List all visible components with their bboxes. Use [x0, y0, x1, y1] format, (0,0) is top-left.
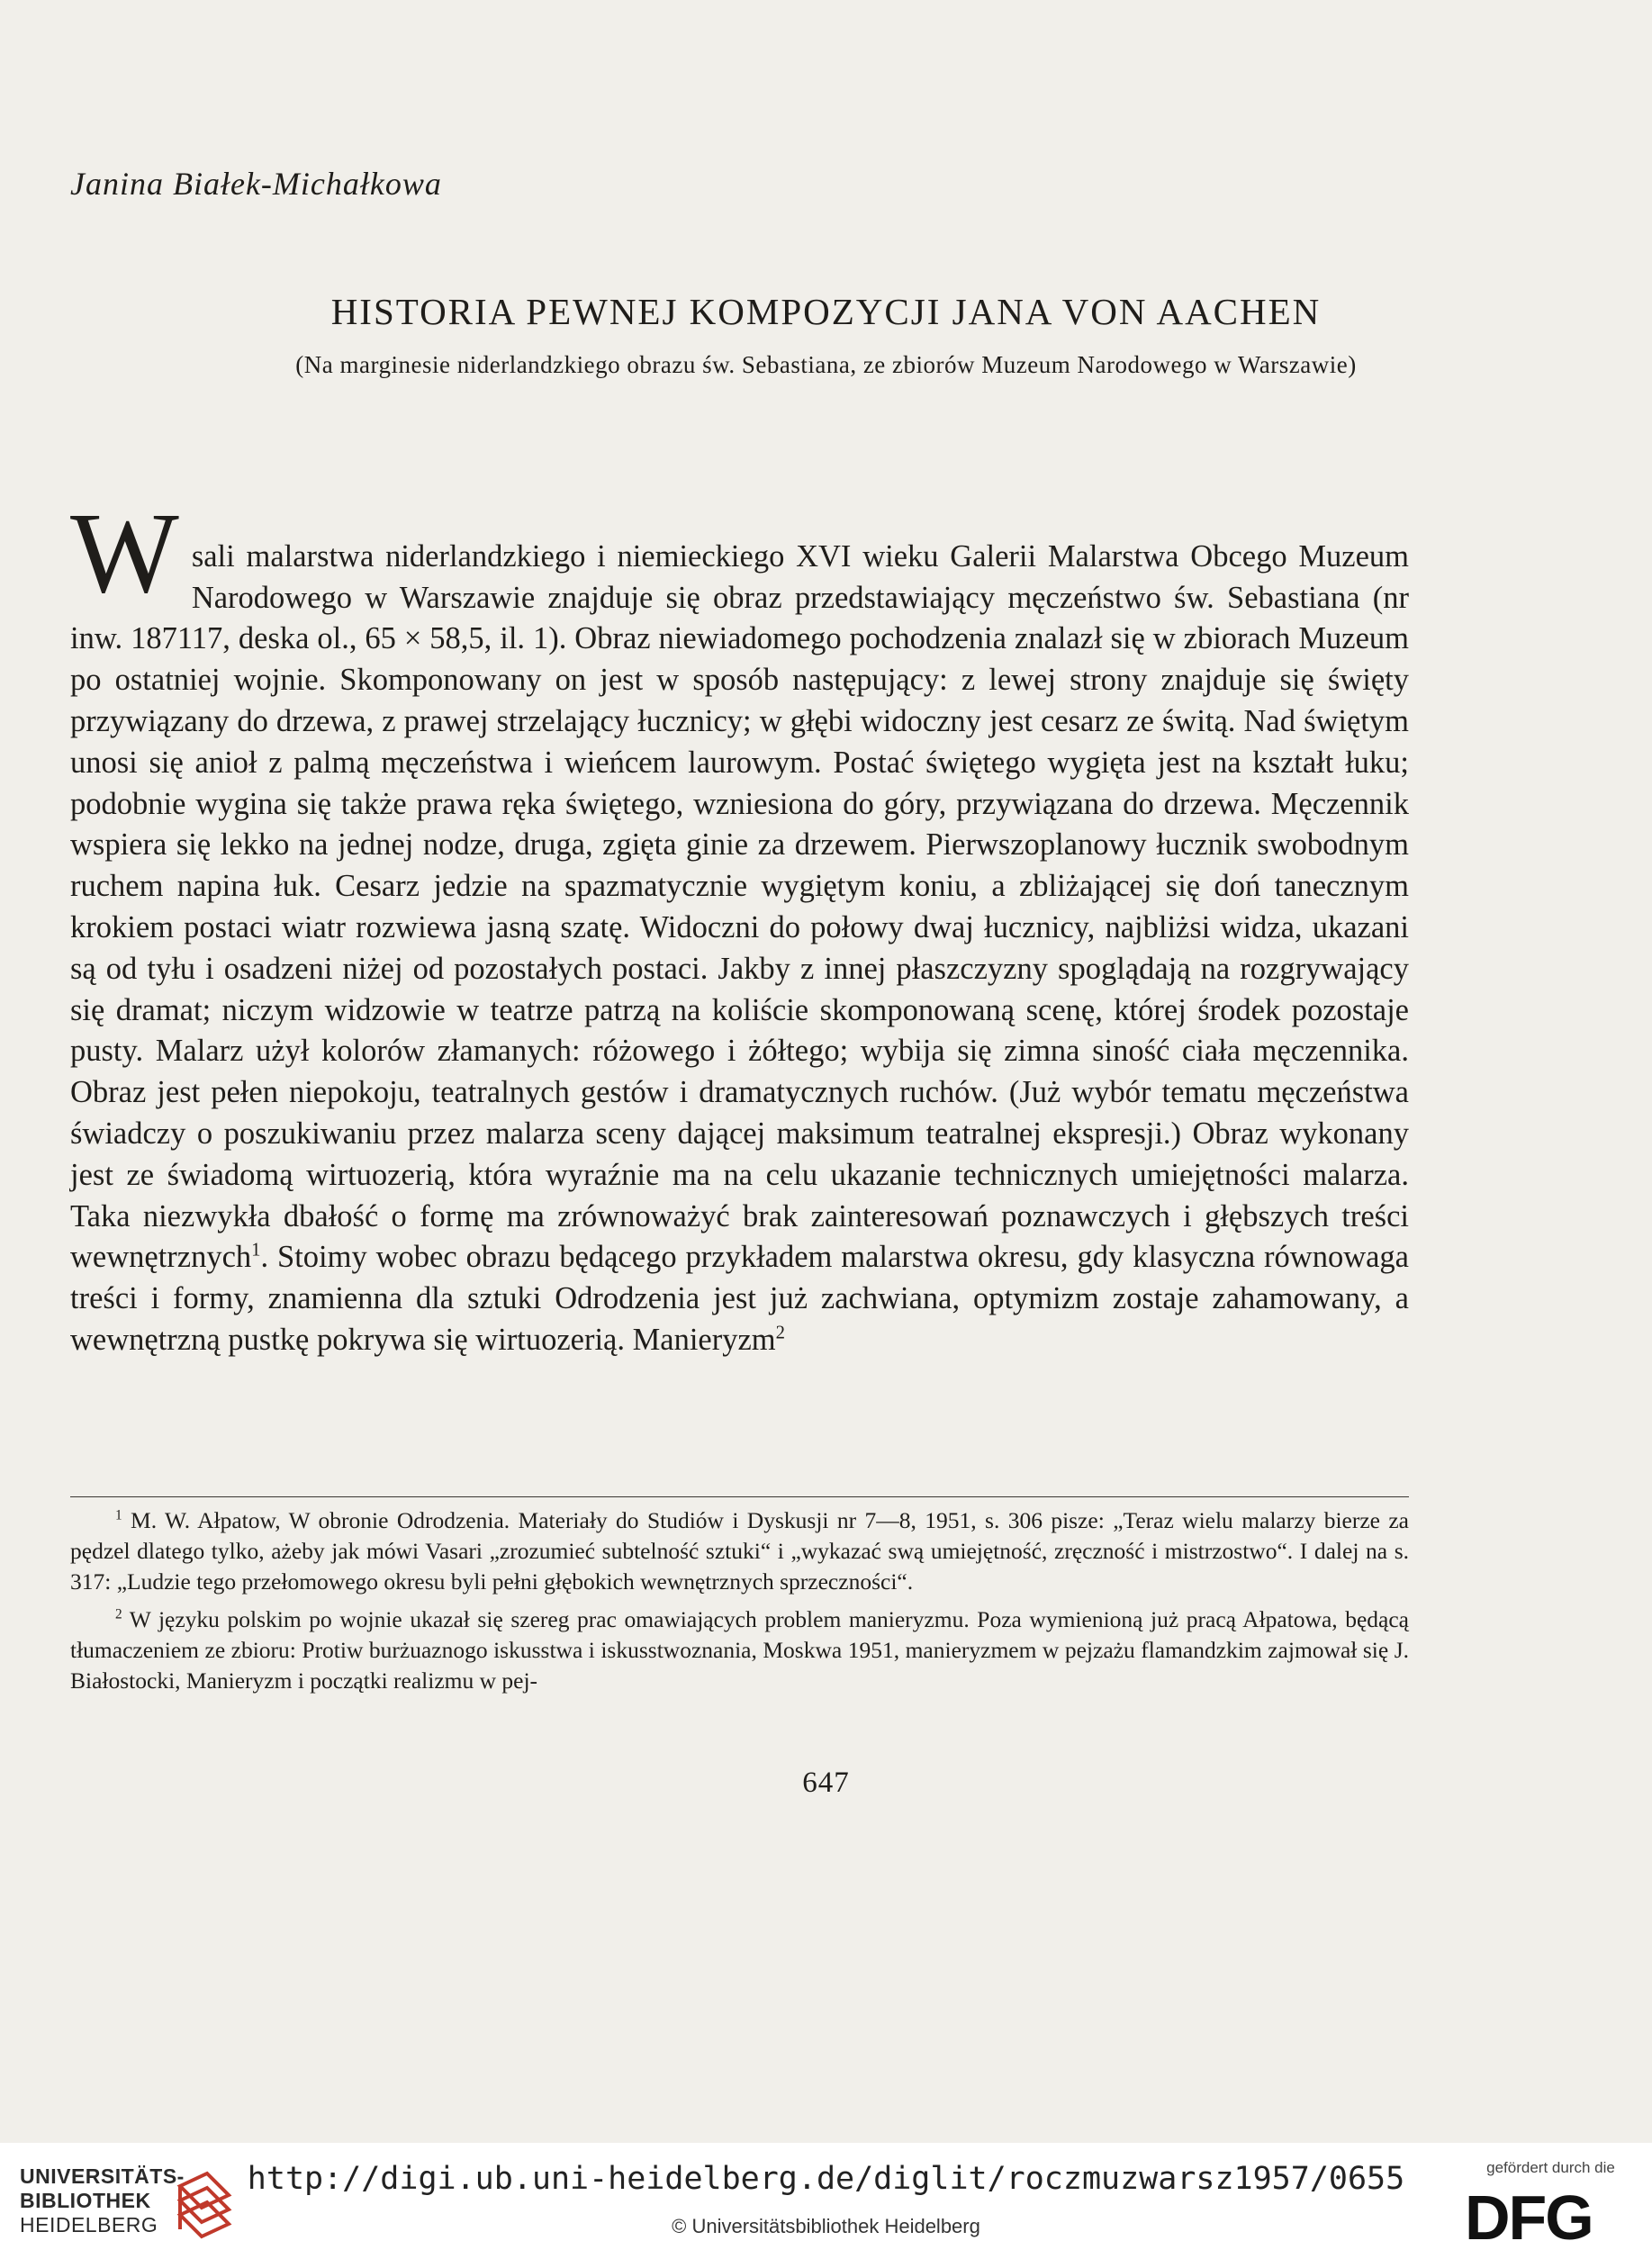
article-title: HISTORIA PEWNEJ KOMPOZYCJI JANA VON AACHEN	[330, 291, 1322, 332]
body-text-main: sali malarstwa niderlandzkiego i niemieckiego XVI wieku Galerii Malarstwa Obcego Muzeum Narodowego w Warszawie znajduje się obraz przedstawiający męczeństwo św. Sebastiana (nr inw. 187117, deska ol., 65 × 58,5, il. 1). Obraz niewiadomego pochodzenia znalazł się w zbiorach Muzeum po ostatniej wojnie. Skomponowany on jest w sposób następujący: z lewej strony znajduje się święty przywiązany do drzewa, z prawej strzelający łucznicy; w głębi widoczny jest cesarz ze świtą. Nad świętym unosi się anioł z palmą męczeństwa i wieńcem laurowym. Postać świętego wygięta jest na kształt łuku; podobnie wygina się także prawa ręka świętego, wzniesiona do góry, przywiązana do drzewa. Męczennik wspiera się lekko na jednej nodze, druga, zgięta ginie za drzewem. Pierwszoplanowy łucznik swobodnym ruchem napina łuk. Cesarz jedzie na spazmatycznie wygiętym koniu, a zbliżającej się doń tanecznym krokiem postaci wiatr rozwiewa jasną szatę. Widoczni do połowy dwaj łucznicy, najbliżsi widza, ukazani są od tyłu i osadzeni niżej od pozostałych postaci. Jakby z innej płaszczyzny spoglądają na rozgrywający się dramat; niczym widzowie w teatrze patrzą na koliście skomponowaną scenę, której środek pozostaje pusty. Malarz użył kolorów złamanych: różowego i żółtego; wybija się zimna siność ciała męczennika. Obraz jest pełen niepokoju, teatralnych gestów i dramatycznych ruchów. (Już wybór tematu męczeństwa świadczy o poszukiwaniu przez malarza sceny dającej maksimum teatralnej ekspresji.) Obraz wykonany jest ze świadomą wirtuozerią, która wyraźnie ma na celu ukazanie technicznych umiejętności malarza. Taka niezwykła dbałość o formę ma zrównoważyć brak zainteresowań poznawczych i głębszych treści wewnętrznych	[70, 538, 1409, 1275]
library-line-1: UNIVERSITÄTS-	[20, 2164, 185, 2188]
library-line-2: BIBLIOTHEK	[20, 2189, 151, 2212]
library-line-3: HEIDELBERG	[20, 2213, 158, 2236]
article-body	[70, 489, 1409, 1361]
dfg-logo: DFG	[1465, 2182, 1593, 2253]
footnote-2-text: W języku polskim po wojnie ukazał się szereg prac omawiających problem manieryzmu. Poza wymienioną już pracą Ałpatowa, będącą tłumaczeniem ze zbioru: Protiw burżuaznogo iskusstwa i iskusstwoznania, Moskwa 1951, manieryzmem w pejzażu flamandzkim zajmował się J. Białostocki, Manieryzm i początki realizmu w pej-	[70, 1606, 1410, 1694]
dfg-sponsor[interactable]	[1463, 2159, 1638, 2253]
footnotes	[70, 1505, 1409, 1696]
viewer-footer	[0, 2143, 1652, 2259]
footnote-2	[70, 1604, 1409, 1696]
permalink-url[interactable]: http://digi.ub.uni-heidelberg.de/diglit/roczmuzwarsz1957/0655	[247, 2161, 1405, 2197]
funded-by-label: gefördert durch die	[1486, 2159, 1615, 2176]
page-number: 647	[802, 1767, 850, 1799]
author-name: Janina Białek-Michałkowa	[70, 166, 442, 202]
body-text-continued: . Stoimy wobec obrazu będącego przykładem malarstwa okresu, gdy klasyczna równowaga treści i formy, znamienna dla sztuki Odrodzenia jest już zachwiana, optymizm zostaje zahamowany, a wewnętrzną pustkę pokrywa się wirtuozerią. Manieryzm	[70, 1240, 1409, 1357]
copyright-notice: © Universitätsbibliothek Heidelberg	[672, 2215, 980, 2237]
footnote-1	[70, 1505, 1409, 1597]
footnote-divider	[70, 1496, 1409, 1497]
article-subtitle: (Na marginesie niderlandzkiego obrazu św. Sebastiana, ze zbiorów Muzeum Narodowego w Warszawie)	[295, 351, 1357, 378]
drop-cap: W	[70, 489, 179, 617]
footnote-ref-2[interactable]: 2	[775, 1323, 785, 1343]
footnote-1-text: M. W. Ałpatow, W obronie Odrodzenia. Materiały do Studiów i Dyskusji nr 7—8, 1951, s. 306 pisze: „Teraz wielu malarzy bierze za pędzel dlatego tylko, ażeby jak mówi Vasari „zrozumieć subtelność sztuki“ i „wykazać swą umiejętność, zręczność i mistrzostwo“. I dalej na s. 317: „Ludzie tego przełomowego okresu byli pełni głębokich wewnętrznych sprzeczności“.	[70, 1507, 1410, 1595]
footnote-ref-1[interactable]: 1	[251, 1240, 261, 1261]
footnote-2-number: 2	[115, 1606, 122, 1622]
footnote-1-number: 1	[115, 1507, 122, 1523]
